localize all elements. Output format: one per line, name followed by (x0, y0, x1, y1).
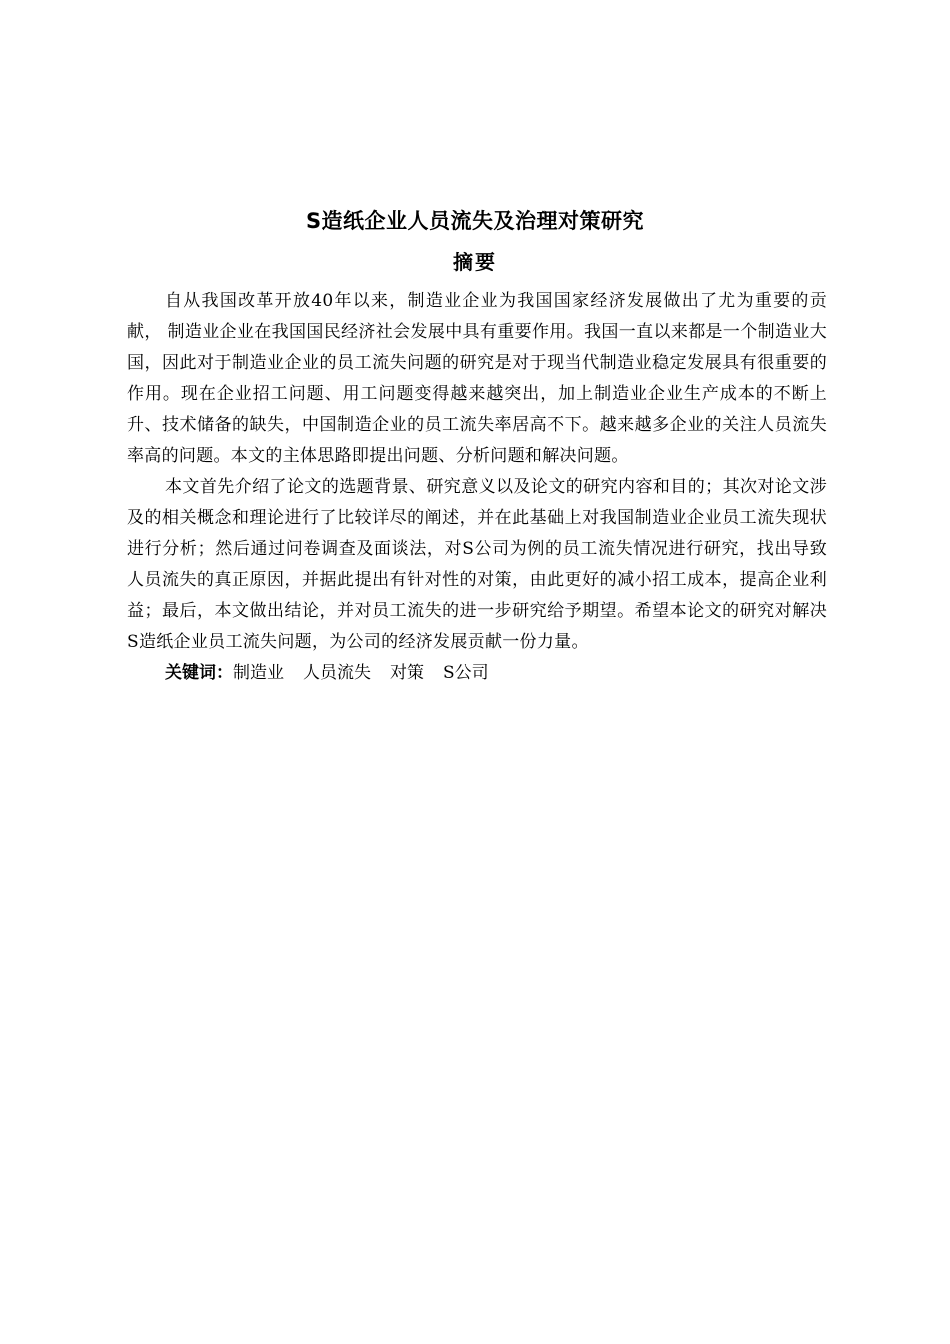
keyword-item: 制造业 (233, 663, 284, 683)
abstract-body (127, 286, 827, 689)
abstract-paragraph-2: 本文首先介绍了论文的选题背景、研究意义以及论文的研究内容和目的；其次对论文涉及的相关概念和理论进行了比较详尽的阐述，并在此基础上对我国制造业企业员工流失现状进行分析；然后通过问卷调查及面谈法，对S公司为例的员工流失情况进行研究，找出导致人员流失的真正原因，并据此提出有针对性的对策，由此更好的减小招工成本，提高企业利益；最后，本文做出结论，并对员工流失的进一步研究给予期望。希望本论文的研究对解决S造纸企业员工流失问题，为公司的经济发展贡献一份力量。 (127, 477, 827, 652)
keywords-line (127, 658, 827, 689)
keyword-item: S公司 (443, 663, 489, 683)
keywords-label: 关键词： (165, 663, 233, 683)
abstract-heading: 摘要 (453, 250, 497, 274)
abstract-paragraph-1: 自从我国改革开放40年以来，制造业企业为我国国家经济发展做出了尤为重要的贡献， 制造业企业在我国国民经济社会发展中具有重要作用。我国一直以来都是一个制造业大国，因此对于制造业企业的员工流失问题的研究是对于现当代制造业稳定发展具有很重要的作用。现在企业招工问题、用工问题变得越来越突出，加上制造业企业生产成本的不断上升、技术储备的缺失，中国制造企业的员工流失率居高不下。越来越多企业的关注人员流失率高的问题。本文的主体思路即提出问题、分析问题和解决问题。 (127, 291, 827, 466)
keyword-item: 对策 (390, 663, 424, 683)
keyword-item: 人员流失 (303, 663, 371, 683)
paper-title: S造纸企业人员流失及治理对策研究 (305, 209, 645, 233)
